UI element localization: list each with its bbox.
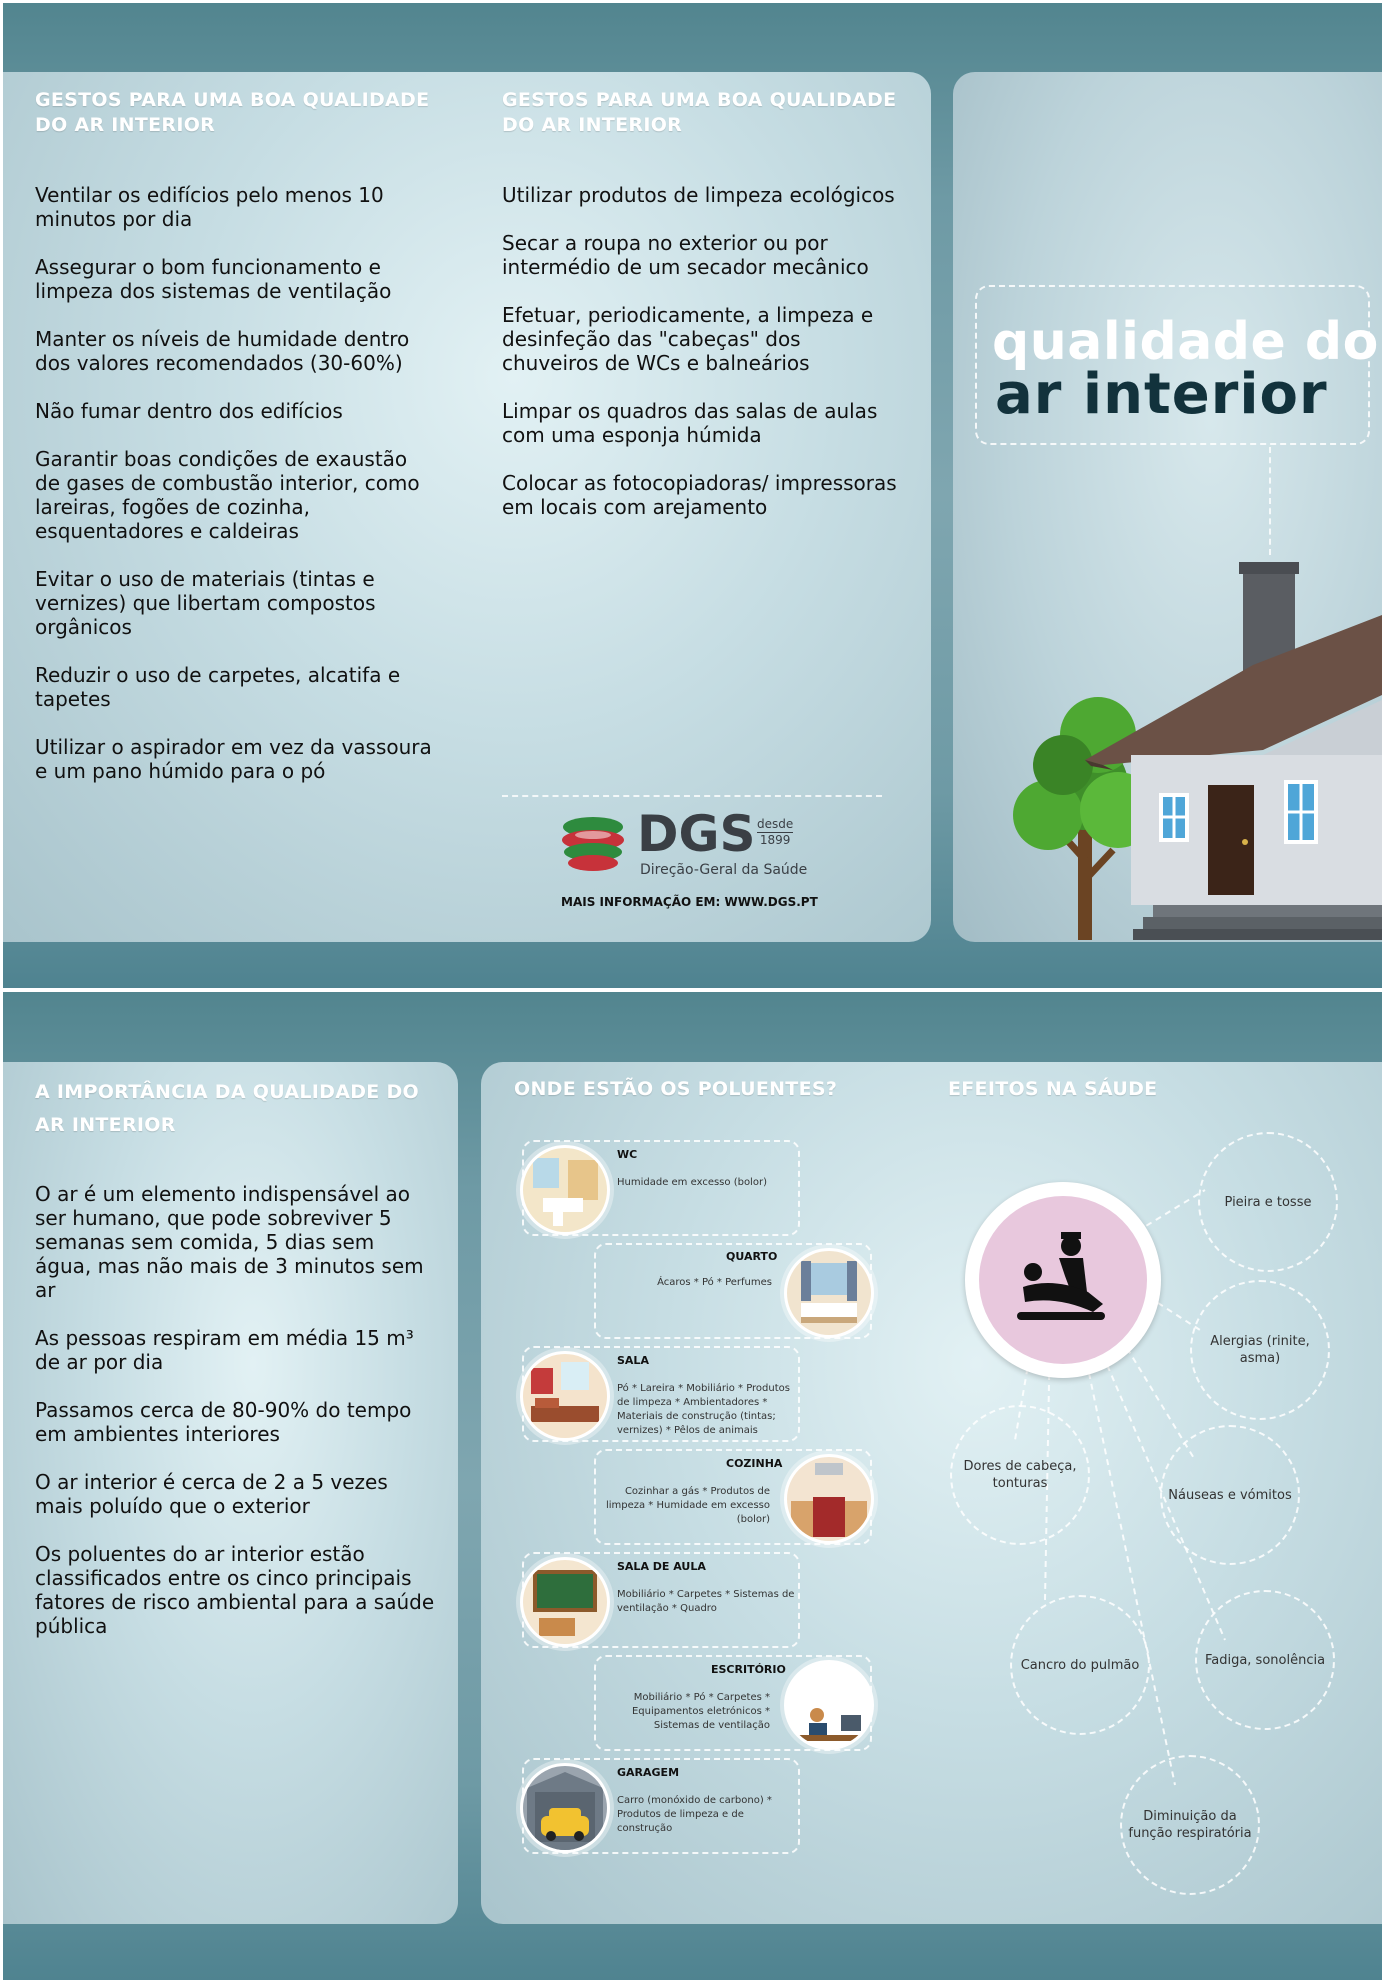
importance-item: O ar é um elemento indispensável ao ser humano, que pode sobreviver 5 semanas sem comida, 5 dias sem água, mas não mais de 3 minutos sem ar <box>35 1182 424 1302</box>
gestures-list-2 <box>502 183 902 543</box>
gesture-item: Não fumar dentro dos edifícios <box>35 399 343 423</box>
location-title-sala: SALA <box>617 1354 649 1367</box>
location-title-sala-de-aula: SALA DE AULA <box>617 1560 706 1573</box>
effect-nausea: Náuseas e vómitos <box>1160 1425 1300 1565</box>
importance-list <box>35 1182 435 1662</box>
dgs-since <box>757 817 793 848</box>
gestures-heading-2: GESTOS PARA UMA BOA QUALIDADE DO AR INTERIOR <box>502 89 897 136</box>
importance-item: O ar interior é cerca de 2 a 5 vezes mais poluído que o exterior <box>35 1470 388 1518</box>
importance-item: Os poluentes do ar interior estão classificados entre os cinco principais fatores de risco ambiental para a saúde pública <box>35 1542 435 1638</box>
location-desc-escritorio: Mobiliário * Pó * Carpetes * Equipamentos eletrónicos * Sistemas de ventilação <box>631 1692 770 1731</box>
importance-item: As pessoas respiram em média 15 m³ de ar por dia <box>35 1326 414 1374</box>
importance-item: Passamos cerca de 80-90% do tempo em ambientes interiores <box>35 1398 412 1446</box>
effects-heading: EFEITOS NA SÁUDE <box>948 1078 1158 1100</box>
location-desc-garagem: Carro (monóxido de carbono) * Produtos de limpeza e de construção <box>617 1795 772 1834</box>
effect-allergies: Alergias (rinite, asma) <box>1190 1280 1330 1420</box>
dgs-since-year: 1899 <box>759 833 791 847</box>
dgs-full-name: Direção-Geral da Saúde <box>640 862 808 878</box>
pollutants-heading: ONDE ESTÃO OS POLUENTES? <box>514 1078 838 1100</box>
house-illustration <box>1003 560 1382 940</box>
effect-reduced-lung-function: Diminuição da função respiratória <box>1120 1755 1260 1895</box>
gesture-item: Reduzir o uso de carpetes, alcatifa e tapetes <box>35 663 401 711</box>
wc-icon <box>520 1145 610 1235</box>
gesture-item: Utilizar o aspirador em vez da vassoura e um pano húmido para o pó <box>35 735 432 783</box>
gestures-list-1 <box>35 183 435 807</box>
cover-title-line2: ar interior <box>995 362 1328 427</box>
location-desc-cozinha: Cozinhar a gás * Produtos de limpeza * Humidade em excesso (bolor) <box>605 1486 770 1525</box>
classroom-icon <box>520 1557 610 1647</box>
gesture-item: Evitar o uso de materiais (tintas e vernizes) que libertam compostos orgânicos <box>35 567 376 639</box>
effect-headache-dizziness: Dores de cabeça, tonturas <box>950 1405 1090 1545</box>
cover-connector-dashed <box>1269 447 1271 555</box>
effect-wheezing-cough: Pieira e tosse <box>1198 1132 1338 1272</box>
dgs-since-label: desde <box>757 817 794 831</box>
location-desc-sala-de-aula: Mobiliário * Carpetes * Sistemas de ventilação * Quadro <box>617 1589 795 1614</box>
gesture-item: Limpar os quadros das salas de aulas com uma esponja húmida <box>502 399 878 447</box>
health-hub <box>965 1182 1161 1378</box>
dgs-logo-icon <box>560 815 626 873</box>
cover-title-line1: qualidade do <box>992 312 1379 372</box>
gesture-item: Garantir boas condições de exaustão de gases de combustão interior, como lareiras, fogões de cozinha, esquentadores e caldeiras <box>35 447 420 543</box>
dgs-logo-name: DGS <box>637 805 756 863</box>
office-icon <box>784 1660 874 1750</box>
importance-heading: A IMPORTÂNCIA DA QUALIDADE DO AR INTERIOR <box>35 1081 420 1136</box>
gesture-item: Assegurar o bom funcionamento e limpeza dos sistemas de ventilação <box>35 255 392 303</box>
location-title-wc: WC <box>617 1148 638 1161</box>
location-title-escritorio: ESCRITÓRIO <box>711 1663 786 1676</box>
location-title-garagem: GARAGEM <box>617 1766 680 1779</box>
bedroom-icon <box>784 1248 874 1338</box>
gesture-item: Colocar as fotocopiadoras/ impressoras em locais com arejamento <box>502 471 897 519</box>
location-title-quarto: QUARTO <box>726 1250 778 1263</box>
living-room-icon <box>520 1351 610 1441</box>
gesture-item: Ventilar os edifícios pelo menos 10 minutos por dia <box>35 183 384 231</box>
effect-lung-cancer: Cancro do pulmão <box>1010 1595 1150 1735</box>
garage-icon <box>520 1763 610 1853</box>
kitchen-icon <box>784 1454 874 1544</box>
gesture-item: Utilizar produtos de limpeza ecológicos <box>502 183 895 207</box>
gesture-item: Manter os níveis de humidade dentro dos valores recomendados (30-60%) <box>35 327 410 375</box>
patient-care-icon <box>1013 1232 1113 1332</box>
effect-fatigue: Fadiga, sonolência <box>1195 1590 1335 1730</box>
more-info-link[interactable]: MAIS INFORMAÇÃO EM: WWW.DGS.PT <box>561 895 818 909</box>
location-desc-wc: Humidade em excesso (bolor) <box>617 1177 767 1188</box>
location-desc-quarto: Ácaros * Pó * Perfumes <box>657 1277 772 1288</box>
location-title-cozinha: COZINHA <box>726 1457 783 1470</box>
gesture-item: Secar a roupa no exterior ou por intermédio de um secador mecânico <box>502 231 869 279</box>
gestures-heading-1: GESTOS PARA UMA BOA QUALIDADE DO AR INTERIOR <box>35 89 430 136</box>
divider-dashed <box>502 795 882 797</box>
location-desc-sala: Pó * Lareira * Mobiliário * Produtos de limpeza * Ambientadores * Materiais de construção (tintas; vernizes) * Pêlos de animais <box>617 1383 790 1436</box>
gesture-item: Efetuar, periodicamente, a limpeza e desinfeção das "cabeças" dos chuveiros de WCs e balneários <box>502 303 874 375</box>
